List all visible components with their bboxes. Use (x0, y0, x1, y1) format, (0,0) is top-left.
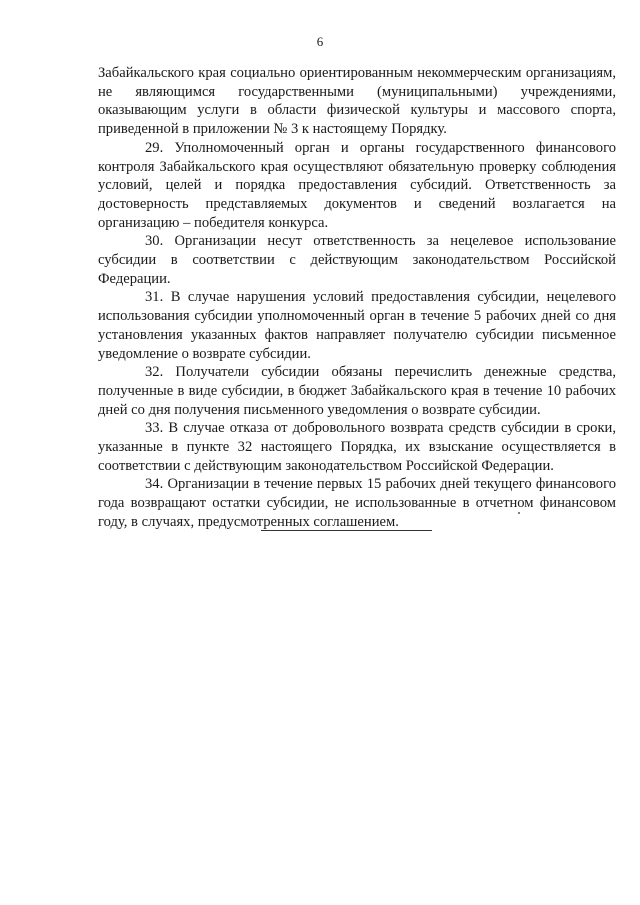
paragraph-30: 30. Организации несут ответственность за нецелевое использование субсидии в соответствии с действующим законодательством Российской Федерации. (98, 233, 616, 287)
end-separator-line (261, 530, 432, 531)
paragraph-34: 34. Организации в течение первых 15 рабочих дней текущего финансового года возвращают остатки субсидии, не использованные в отчетном финансовом году, в случаях, предусмотренных соглашением. (98, 476, 616, 530)
page-number: 6 (316, 34, 324, 49)
paragraph-31: 31. В случае нарушения условий предоставления субсидии, нецелевого использования субсидии уполномоченный орган в течение 5 рабочих дней со дня установления указанных фактов направляет получателю субсидии письменное уведомление о возврате субсидии. (98, 289, 616, 362)
paragraph-29: 29. Уполномоченный орган и органы государственного финансового контроля Забайкальского края осуществляют обязательную проверку соблюдения условий, целей и порядка предоставления субсидий. Ответственность за достоверность представляемых документов и сведений возлагается на организацию – победителя конкурса. (98, 139, 616, 231)
paragraph-33: 33. В случае отказа от добровольного возврата средств субсидии в сроки, указанные в пункте 32 настоящего Порядка, их взыскание осуществляется в соответствии с действующим законодательством Российской Федерации. (98, 420, 616, 474)
document-body (98, 64, 616, 532)
paragraph-32: 32. Получатели субсидии обязаны перечислить денежные средства, полученные в виде субсидии, в бюджет Забайкальского края в течение 10 рабочих дней со дня получения письменного уведомления о возврате субсидии. (98, 364, 616, 418)
paragraph-continuation: Забайкальского края социально ориентированным некоммерческим организациям, не являющимся государственными (муниципальными) учреждениями, оказывающим услуги в области физической культуры и массового спорта, приведенной в приложении № 3 к настоящему Порядку. (98, 65, 616, 138)
scan-speck (518, 512, 520, 514)
